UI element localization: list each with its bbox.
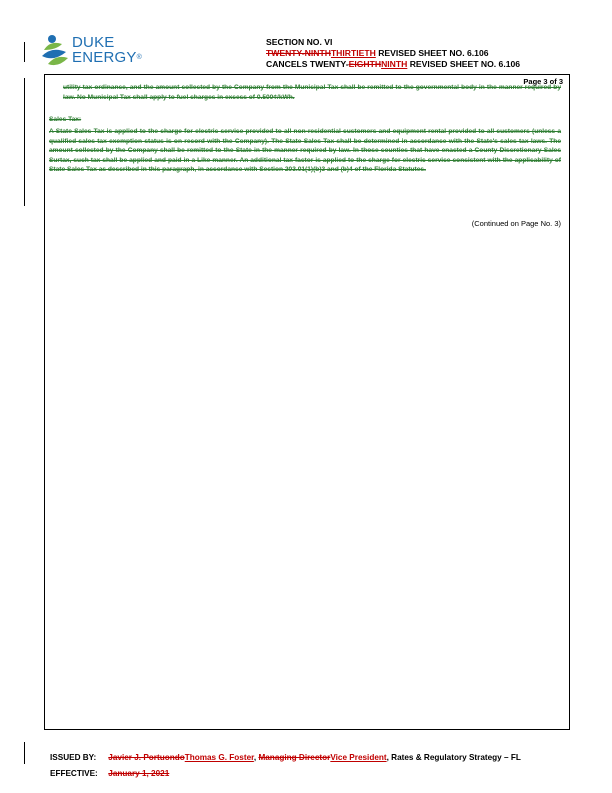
- inserted-issuer-name: Thomas G. Foster: [184, 753, 254, 762]
- deleted-cancels: EIGHTH: [348, 59, 382, 69]
- logo-line2: ENERGY: [72, 49, 137, 66]
- change-bar: [24, 742, 25, 764]
- sales-tax-paragraph: A State Sales Tax is applied to the charge for electric service provided to all non-residential customers and equipment rental provided to all customers (unless a qualified sales tax exemption status is on record with the Company). The State Sales Tax shall be determined in accordance with the State's sales tax laws. The amount collected by the Company shall be remitted to the State in the manner required by law. In those counties that have enacted a County Discretionary Sales Surtax, such tax shall be applied and paid in a Like manner. An additional tax factor is applied to the charge for electric service consistent with the applicability of State Sales Tax as described in this paragraph, in accordance with Section 203.01(1)(b)3 and (b)4 of the Florida Statutes.: [49, 128, 561, 174]
- inserted-issuer-title: Vice President: [330, 753, 387, 762]
- issued-by-label: ISSUED BY:: [50, 753, 97, 762]
- effective-label: EFFECTIVE:: [50, 769, 98, 778]
- change-bar: [24, 78, 25, 206]
- deleted-issuer-title: Managing Director: [258, 753, 331, 762]
- deleted-effective-date: January 1, 2021: [108, 769, 170, 778]
- sales-tax-heading: Sales Tax:: [49, 116, 82, 123]
- logo-line1: DUKE: [72, 34, 115, 51]
- cancels-line: [266, 59, 520, 70]
- revision-rest: REVISED SHEET NO. 6.106: [375, 48, 489, 58]
- issuer-rest: , Rates & Regulatory Strategy – FL: [386, 753, 521, 762]
- cancels-prefix: CANCELS TWENTY-: [266, 59, 349, 69]
- content-box: [44, 74, 570, 730]
- deleted-issuer-name: Javier J. Portuondo: [108, 753, 185, 762]
- cancels-rest: REVISED SHEET NO. 6.106: [407, 59, 521, 69]
- deleted-revision: TWENTY-NINTH: [266, 48, 331, 58]
- issuer-comma: ,: [253, 753, 259, 762]
- page-number: Page 3 of 3: [523, 77, 563, 86]
- issued-by-line: [50, 753, 521, 762]
- logo-wordmark: [72, 35, 142, 65]
- section-title: SECTION NO. VI: [266, 37, 333, 47]
- change-bar: [24, 42, 25, 62]
- inserted-revision: THIRTIETH: [330, 48, 376, 58]
- sheet-header: [266, 37, 520, 70]
- inserted-cancels: NINTH: [381, 59, 408, 69]
- continued-note: (Continued on Page No. 3): [471, 219, 561, 228]
- revision-line: [266, 48, 520, 59]
- effective-line: [50, 769, 169, 778]
- municipal-tax-paragraph: utility tax ordinance, and the amount collected by the Company from the Municipal Tax shall be remitted to the governmental body in the manner required by law. No Municipal Tax shall apply to fuel charges in excess of 0.500¢/kWh.: [63, 84, 561, 101]
- logo-registered-mark: ®: [136, 54, 142, 61]
